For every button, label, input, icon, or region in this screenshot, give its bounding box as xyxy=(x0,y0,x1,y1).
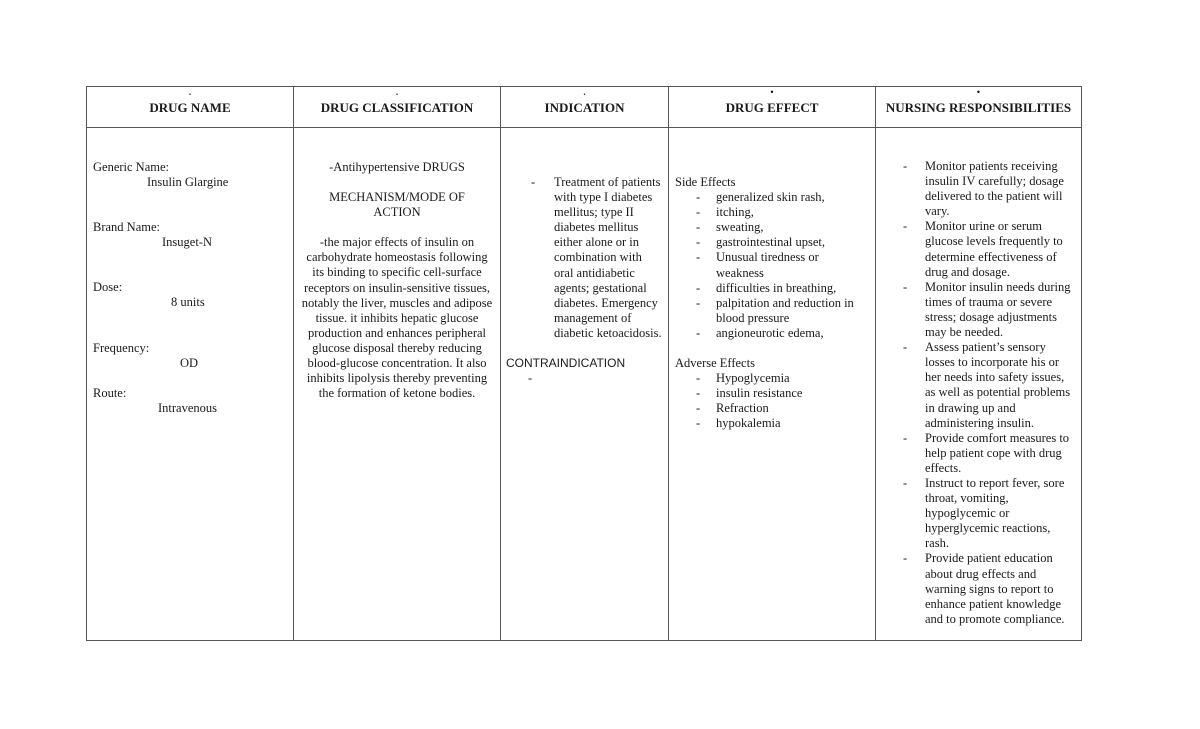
list-dash: - xyxy=(903,551,908,566)
header-drug-name xyxy=(87,87,294,128)
drug-study-table xyxy=(86,86,1082,641)
list-dash: - xyxy=(903,279,908,294)
header-label: INDICATION xyxy=(544,100,625,115)
adverse-effects-heading: Adverse Effects xyxy=(675,356,755,371)
list-item xyxy=(884,431,1073,476)
list-item-text: Monitor patients receiving insulin IV carefully; dosage delivered to the patient will vary. xyxy=(925,159,1064,219)
header-bullet: . xyxy=(188,87,192,97)
nursing-responsibilities-cell xyxy=(876,128,1082,641)
list-item xyxy=(675,250,869,280)
list-item-text: Unusual tiredness or weakness xyxy=(716,250,819,280)
list-item xyxy=(884,340,1073,431)
header-label: DRUG EFFECT xyxy=(725,100,819,115)
brand-name-value: Insuget-N xyxy=(162,235,212,250)
list-item xyxy=(675,281,869,296)
list-dash: - xyxy=(696,205,701,220)
list-dash: - xyxy=(696,280,701,295)
list-item-text: palpitation and reduction in blood pressure xyxy=(716,295,854,325)
list-item xyxy=(675,416,869,431)
list-dash: - xyxy=(696,250,701,265)
list-dash: - xyxy=(696,371,701,386)
list-item xyxy=(884,280,1073,340)
list-item-text: Provide comfort measures to help patient cope with drug effects. xyxy=(925,430,1070,475)
generic-name-value: Insulin Glargine xyxy=(147,175,229,190)
list-item xyxy=(884,476,1073,551)
generic-name-label: Generic Name: xyxy=(93,160,170,174)
list-dash: - xyxy=(696,190,701,205)
route-value: Intravenous xyxy=(158,400,218,415)
list-dash: - xyxy=(696,401,701,416)
list-dash: - xyxy=(903,430,908,445)
list-item-text: angioneurotic edema, xyxy=(716,325,824,340)
adverse-effects-list xyxy=(675,371,869,431)
list-dash: - xyxy=(903,219,908,234)
list-item-text: hypokalemia xyxy=(716,416,781,431)
list-item-text: difficulties in breathing, xyxy=(716,280,837,295)
list-item-text: Monitor urine or serum glucose levels frequently to determine effectiveness of drug and dosage. xyxy=(925,219,1063,279)
header-nursing-responsibilities xyxy=(876,87,1082,128)
nursing-responsibilities-list xyxy=(884,159,1073,627)
header-bullet: . xyxy=(395,87,399,97)
mechanism-heading: MECHANISM/MODE OF ACTION xyxy=(329,190,465,220)
list-item-text: sweating, xyxy=(716,220,764,235)
list-item xyxy=(675,220,869,235)
list-dash: - xyxy=(903,159,908,173)
header-indication xyxy=(501,87,669,128)
frequency-label: Frequency: xyxy=(93,340,150,355)
header-bullet: • xyxy=(770,87,774,97)
list-item-text: Hypoglycemia xyxy=(716,371,790,386)
list-item xyxy=(675,190,869,205)
side-effects-list xyxy=(675,190,869,341)
header-drug-effect xyxy=(669,87,876,128)
list-dash: - xyxy=(903,475,908,490)
list-item xyxy=(675,386,869,401)
frequency-value: OD xyxy=(180,355,199,370)
list-item xyxy=(884,159,1073,219)
header-row xyxy=(87,87,1082,128)
list-item-text: Provide patient education about drug effects and warning signs to report to enhance patient knowledge and to promote compliance. xyxy=(925,551,1065,626)
list-item-text: Monitor insulin needs during times of trauma or severe stress; dosage adjustments may be needed. xyxy=(925,279,1071,340)
header-label: DRUG CLASSIFICATION xyxy=(320,100,474,115)
list-item-text: generalized skin rash, xyxy=(716,190,825,205)
drug-effect-cell xyxy=(669,128,876,641)
list-item-text: insulin resistance xyxy=(716,386,803,401)
list-item-text: Instruct to report fever, sore throat, vomiting, hypoglycemic or hyperglycemic reactions, rash. xyxy=(925,475,1065,551)
contraindication-heading: CONTRAINDICATION xyxy=(506,356,626,371)
dose-label: Dose: xyxy=(93,280,123,295)
list-dash: - xyxy=(531,175,536,189)
list-item xyxy=(675,401,869,416)
list-item xyxy=(507,175,662,341)
list-dash: - xyxy=(903,340,908,355)
mechanism-text: -the major effects of insulin on carbohydrate homeostasis following its binding to specific cell-surface receptors on insulin-sensitive tissues, notably the liver, muscles and adipose tissue. it inhibits hepatic glucose production and enhances peripheral glucose disposal thereby reducing blood-glucose concentration. It also inhibits lipolysis thereby preventing the formation of ketone bodies. xyxy=(301,235,493,401)
header-bullet: • xyxy=(976,87,981,97)
list-item-text: gastrointestinal upset, xyxy=(716,235,826,250)
list-item xyxy=(675,235,869,250)
list-dash: - xyxy=(696,386,701,401)
list-item-text: Assess patient’s sensory losses to incorporate his or her needs into safety issues, as well as potential problems in drawing up and administering insulin. xyxy=(925,340,1071,430)
side-effects-heading: Side Effects xyxy=(675,175,736,189)
list-dash: - xyxy=(696,295,701,310)
list-item-text: itching, xyxy=(716,205,754,220)
header-label: DRUG NAME xyxy=(149,100,231,115)
body-row xyxy=(87,128,1082,641)
list-dash: - xyxy=(696,220,701,235)
list-item xyxy=(675,205,869,220)
dose-value: 8 units xyxy=(171,295,205,310)
header-label: NURSING RESPONSIBILITIES xyxy=(885,100,1072,115)
list-item xyxy=(675,296,869,326)
route-label: Route: xyxy=(93,385,127,400)
list-item xyxy=(675,371,869,386)
indication-list xyxy=(507,175,662,341)
list-item xyxy=(675,326,869,341)
contraindication-dash: - xyxy=(528,371,533,386)
list-item xyxy=(884,551,1073,626)
drug-name-cell xyxy=(87,128,294,641)
list-dash: - xyxy=(696,416,701,431)
list-dash: - xyxy=(696,235,701,250)
indication-text: Treatment of patients with type I diabetes mellitus; type II diabetes mellitus either alone or in combination with oral antidiabetic agents; gestational diabetes. Emergency management of diabetic ketoacidosis. xyxy=(554,175,662,340)
brand-name-label: Brand Name: xyxy=(93,220,160,235)
header-bullet: . xyxy=(583,87,586,97)
list-dash: - xyxy=(696,325,701,340)
drug-classification-cell xyxy=(294,128,501,641)
header-drug-classification xyxy=(294,87,501,128)
indication-cell xyxy=(501,128,669,641)
list-item-text: Refraction xyxy=(716,401,769,416)
drug-study-sheet xyxy=(86,86,1081,641)
list-item xyxy=(884,219,1073,279)
classification-text: -Antihypertensive DRUGS xyxy=(329,160,465,174)
